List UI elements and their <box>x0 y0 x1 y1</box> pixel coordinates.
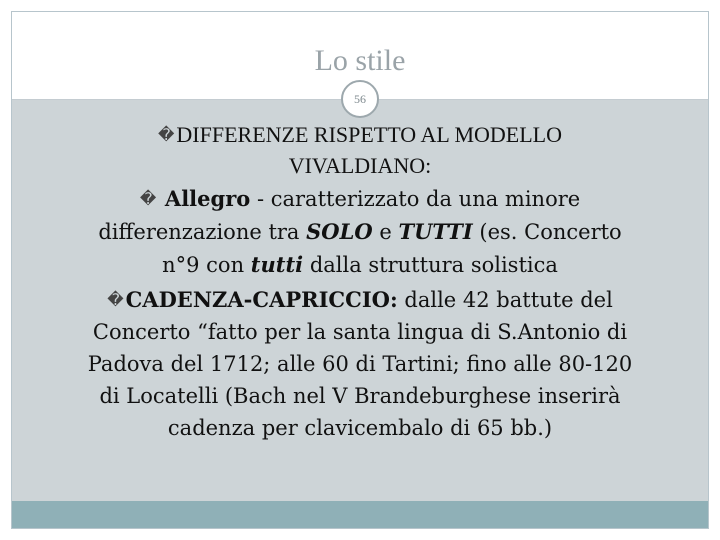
page-number-badge: 56 <box>341 80 379 118</box>
body-text-segment: differenzazione tra <box>98 220 307 244</box>
body-text-segment: e <box>372 220 399 244</box>
body-bold-text: Allegro <box>164 186 251 211</box>
body-text-segment: dalla struttura solistica <box>303 253 558 277</box>
body-bold-text: CADENZA-CAPRICCIO: <box>125 287 398 312</box>
body-line-9: di Locatelli (Bach nel V Brandeburghese inserirà <box>99 384 621 408</box>
body-line-4 <box>58 221 662 243</box>
body-line-3 <box>58 188 662 210</box>
body-text-segment: n°9 con <box>162 253 251 277</box>
body-bold-italic-text: TUTTI <box>398 219 473 244</box>
body-line-10: cadenza per clavicembalo di 65 bb.) <box>167 416 553 440</box>
footer-band <box>12 501 708 528</box>
body-text-segment: - caratterizzato da una minore <box>250 187 581 211</box>
body-bold-italic-text: tutti <box>250 252 304 277</box>
body-line-2: VIVALDIANO: <box>288 153 432 178</box>
body-bold-italic-text: SOLO <box>306 219 373 244</box>
slide-title: Lo stile <box>314 44 406 77</box>
body-line-1 <box>58 124 662 146</box>
body-line-5 <box>58 254 662 276</box>
bullet-icon: � <box>107 290 124 309</box>
bullet-icon: � <box>139 189 157 208</box>
body-line-8: Padova del 1712; alle 60 di Tartini; fino alle 80-120 <box>87 352 633 376</box>
body-text-segment: (es. Concerto <box>472 220 622 244</box>
bullet-icon: � <box>157 125 175 144</box>
body-line-6 <box>58 289 662 311</box>
body-line-7: Concerto “fatto per la santa lingua di S.Antonio di <box>92 320 628 344</box>
body-text-segment: DIFFERENZE RISPETTO AL MODELLO <box>176 122 563 147</box>
slide-body <box>58 120 662 439</box>
body-text-segment: dalle 42 battute del <box>397 288 613 312</box>
